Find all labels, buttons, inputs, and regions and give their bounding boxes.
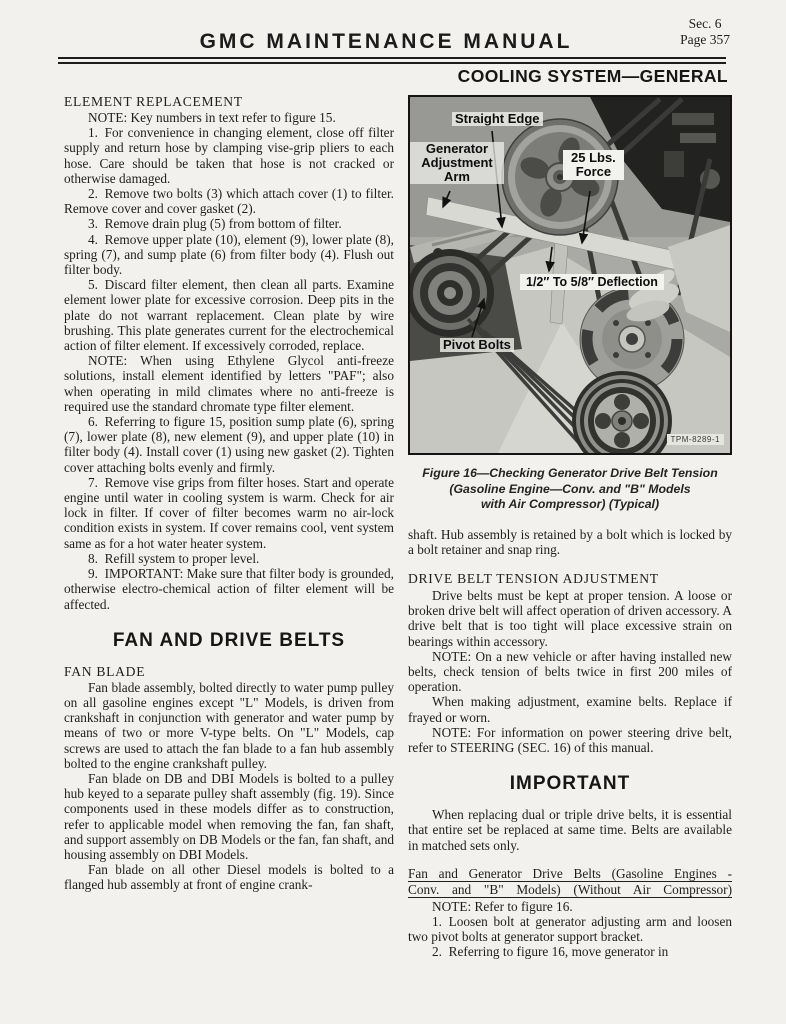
heading-line: Conv. and "B" Models) (Without Air Compressor)	[408, 882, 732, 898]
note-paragraph: NOTE: Refer to figure 16.	[432, 898, 573, 914]
body-paragraph: Fan blade assembly, bolted directly to water pump pulley on all gasoline engines except "L" Models, is driven from crankshaft in conjunction with generator and water pump by means of two or more V-type belts. On "L" Models, cap screws are used to attach the fan blade to a fan hub assembly bolted to the engine crankshaft pulley.	[64, 679, 394, 771]
step-2: 2. Remove two bolts (3) which attach cover (1) to filter. Remove cover and cover gasket (2).	[64, 186, 394, 217]
figure-label-25-lbs-force	[563, 150, 624, 180]
header-rule	[58, 57, 726, 64]
manual-title: GMC MAINTENANCE MANUAL	[199, 30, 573, 53]
caption-line: with Air Compressor) (Typical)	[480, 497, 660, 511]
step-6: 6. Referring to figure 15, position sump plate (6), spring (7), lower plate (8), new element (9), and upper plate (10) in filter body (4). Install cover (1) using new gasket (2). Tighten cover attaching bolts evenly and firmly.	[64, 414, 394, 475]
note-paragraph: NOTE: For information on power steering drive belt, refer to STEERING (SEC. 16) of this manual.	[408, 724, 732, 755]
body-paragraph: Fan blade on DB and DBI Models is bolted to a pulley hub keyed to a separate pulley shaft assembly (fig. 19). Since components used in these models differ as to construction, refer to applicable model when removing the fan, fan shaft, and support assembly on DB Models or the fan, fan shaft, and housing assembly on DBI Models.	[64, 770, 394, 862]
caption-line: (Gasoline Engine—Conv. and "B" Models	[449, 481, 691, 496]
body-paragraph: When making adjustment, examine belts. Replace if frayed or worn.	[408, 694, 732, 725]
figure-photo-credit: TPM-8289-1	[667, 434, 724, 445]
body-paragraph: When replacing dual or triple drive belts, it is essential that entire set be replaced at same time. Belts are available in matched sets only.	[408, 807, 732, 853]
heading-drive-belt-tension-adjustment: DRIVE BELT TENSION ADJUSTMENT	[408, 570, 659, 586]
step-2: 2. Referring to figure 16, move generator in	[432, 944, 669, 960]
figure-16-photo	[408, 95, 732, 455]
label-line: Generator	[425, 141, 489, 156]
figure-label-generator-adjustment-arm	[410, 142, 504, 184]
step-4: 4. Remove upper plate (10), element (9), lower plate (8), spring (7), and sump plate (6) from filter body (4). Flush out filter body.	[64, 231, 394, 278]
step-1: 1. Loosen bolt at generator adjusting arm and loosen two pivot bolts at generator support bracket.	[408, 913, 732, 945]
label-line: Arm	[443, 169, 470, 184]
heading-fan-blade: FAN BLADE	[64, 663, 146, 679]
heading-fan-and-drive-belts: FAN AND DRIVE BELTS	[112, 629, 346, 651]
step-5: 5. Discard filter element, then clean all parts. Examine element lower plate for excessive corrosion. Deep pits in the plate do not warrant replacement. Clean plate by wire brushing. This plate generates current for the electrochemical action of filter element. If excessively corroded, replace.	[64, 277, 394, 354]
page-number: Page 357	[680, 32, 730, 47]
step-8: 8. Refill system to proper level.	[88, 550, 260, 566]
content-columns	[64, 94, 732, 960]
heading-line: Fan and Generator Drive Belts (Gasoline Engines -	[408, 865, 732, 881]
section-number: Sec. 6	[688, 16, 722, 31]
continuation-paragraph: shaft. Hub assembly is retained by a bolt which is locked by a bolt retainer and snap ring.	[408, 526, 732, 557]
step-9: 9. IMPORTANT: Make sure that filter body is grounded, otherwise electro-chemical action of filter element will be affected.	[64, 566, 394, 612]
heading-element-replacement: ELEMENT REPLACEMENT	[64, 94, 243, 109]
figure-label-straight-edge: Straight Edge	[452, 112, 543, 126]
step-7: 7. Remove vise grips from filter hoses. Start and operate engine until water in cooling system is warm. Check for air lock in filter. If cover of filter becomes warm no air-lock condition exists in system. If cover remains cool, vent system same as for a hot water heater system.	[64, 474, 394, 551]
label-line: Adjustment	[421, 155, 493, 170]
note-paragraph: NOTE: On a new vehicle or after having installed new belts, check tension of belts twice in first 200 miles of operation.	[408, 648, 732, 695]
note-paragraph: NOTE: When using Ethylene Glycol anti-freeze solutions, install element identified by letters "PAF"; also when operating in mild climates where no anti-freeze is required use the standard chromate type filter element.	[64, 353, 394, 414]
left-column	[64, 94, 394, 960]
caption-line: Figure 16—Checking Generator Drive Belt Tension	[422, 466, 718, 480]
heading-important: IMPORTANT	[509, 773, 631, 795]
body-paragraph: Fan blade on all other Diesel models is bolted to a flanged hub assembly at front of engine crank-	[64, 862, 394, 893]
note-paragraph: NOTE: Key numbers in text refer to figure 15.	[88, 110, 336, 125]
label-line: 25 Lbs.	[571, 150, 616, 165]
label-line: Force	[575, 164, 612, 179]
body-paragraph: Drive belts must be kept at proper tension. A loose or broken drive belt will affect operation of driven accessory. A drive belt that is too tight will place excessive strain on bearings within accessory.	[408, 587, 732, 649]
step-3: 3. Remove drain plug (5) from bottom of filter.	[88, 216, 342, 232]
right-column	[408, 94, 732, 960]
step-1: 1. For convenience in changing element, close off filter supply and return hose by clamping vise-grip pliers to each hose. Care should be taken that hose is not cracked or otherwise damaged.	[64, 125, 394, 186]
heading-fan-generator-drive-belts	[408, 866, 732, 899]
figure-caption	[408, 466, 732, 513]
figure-label-pivot-bolts: Pivot Bolts	[440, 338, 514, 352]
figure-label-deflection: 1/2″ To 5/8″ Deflection	[520, 274, 664, 290]
chapter-title: COOLING SYSTEM—GENERAL	[457, 66, 728, 86]
